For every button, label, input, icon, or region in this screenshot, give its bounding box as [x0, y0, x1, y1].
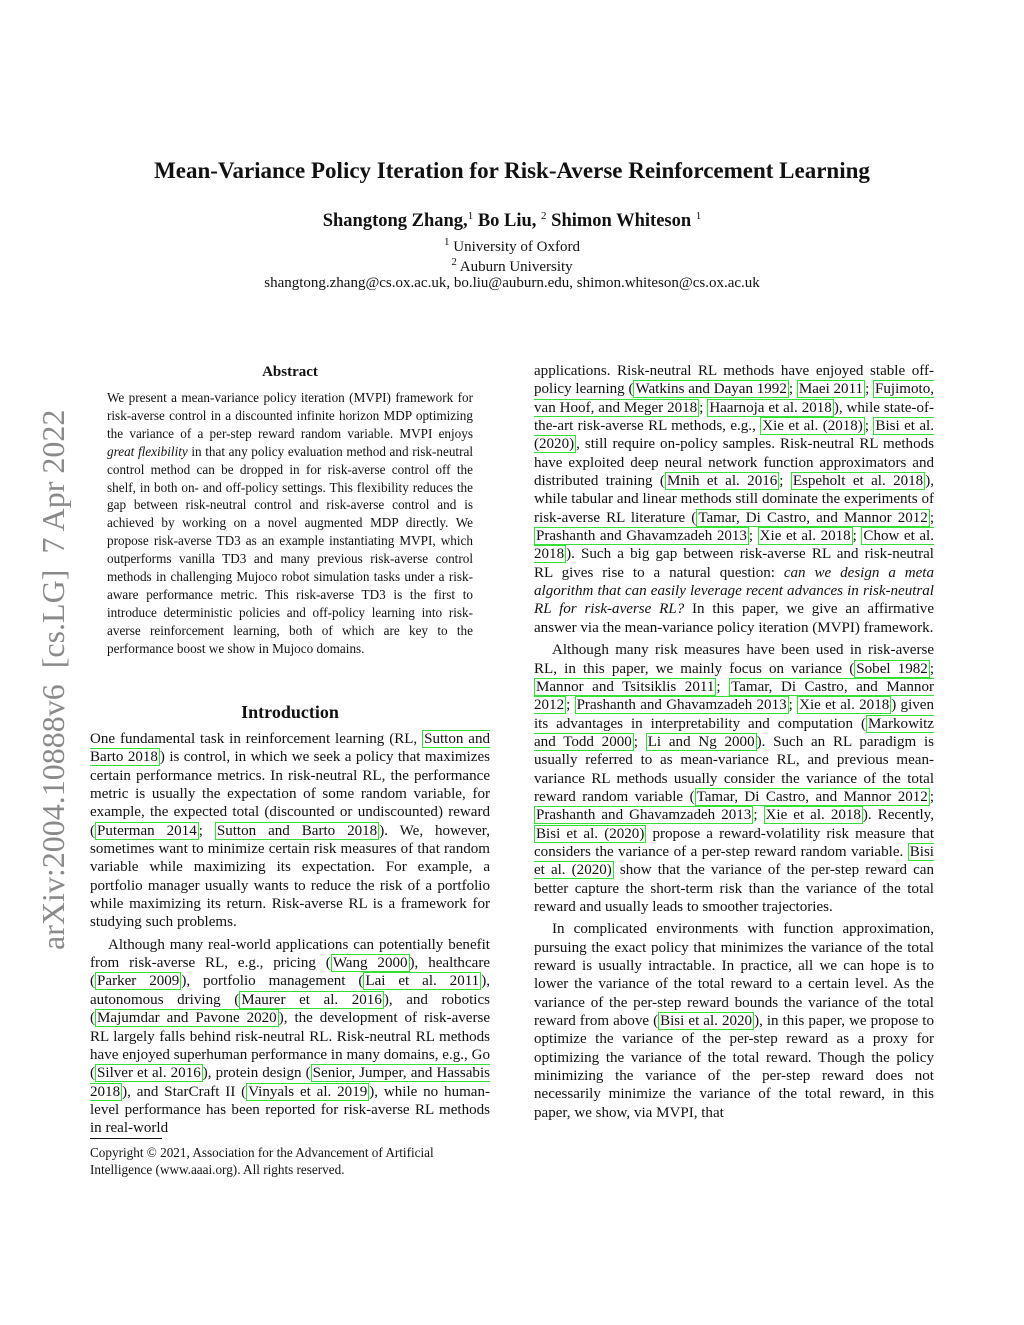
affiliation-mark: 1	[444, 236, 450, 248]
citation-link[interactable]: Xie et al. 2018	[799, 697, 890, 714]
citation-link[interactable]: Maei 2011	[798, 381, 864, 398]
citation-link[interactable]: Senior, Jumper, and Hassabis 2018	[90, 1065, 490, 1100]
intro-paragraph-1: One fundamental task in reinforcement learning (RL, Sutton and Barto 2018 ) is control, in which we seek a policy that maximizes certain performance metrics. In risk-neutral RL, the performance metric is usually the expectation of some random variable, for example, the expected total (discounted or undiscounted) reward ( Puterman 2014 ; Sutton and Barto 2018 ). We, however, sometimes want to minimize certain risk measures of that random variable while maximizing its expectation. For example, a portfolio manager usually wants to reduce the risk of a portfolio while maximizing its return. Risk-averse RL is a framework for studying such problems.	[90, 731, 490, 931]
arxiv-stamp	[34, 300, 74, 960]
introduction-section	[90, 702, 490, 1138]
citation-link[interactable]: Prashanth and Ghavamzadeh 2013	[576, 697, 787, 714]
citation-link[interactable]: Sutton and Barto 2018	[216, 822, 378, 839]
citation-link[interactable]: Bisi et al. (2020)	[536, 825, 645, 842]
citation-link[interactable]: Mannor and Tsitsiklis 2011	[536, 678, 715, 695]
body-paragraph-2: Although many risk measures have been used in risk-averse RL, in this paper, we mainly focus on variance ( Sobel 1982 ; Mannor and Tsitsiklis 2011 ; Tamar, Di Castro, and Mannor 2012 ; Prashanth and Ghavamzadeh 2013 ; Xie et al. 2018 ) given its advantages in interpretability and computation ( Markowitz and Todd 2000 ; Li and Ng 2000 ). Such an RL paradigm is usually referred to as mean-variance RL, and previous mean-variance RL methods usually consider the variance of the total reward random variable ( Tamar, Di Castro, and Mannor 2012 ; Prashanth and Ghavamzadeh 2013 ; Xie et al. 2018 ). Recently, Bisi et al. (2020) propose a reward-volatility risk measure that considers the variance of a per-step reward random variable. Bisi et al. (2020) show that the variance of the per-step reward can better capture the short-term risk than the variance of the total reward and usually leads to smoother trajectories.	[534, 642, 935, 915]
citation-link[interactable]: Vinyals et al. 2019	[248, 1083, 368, 1100]
introduction-heading: Introduction	[241, 702, 339, 722]
citation-link[interactable]: Prashanth and Ghavamzadeh 2013	[536, 807, 752, 824]
abstract-heading: Abstract	[262, 364, 318, 380]
footnote-divider	[90, 1138, 162, 1139]
paper-title: Mean-Variance Policy Iteration for Risk-Averse Reinforcement Learning	[154, 158, 870, 183]
citation-link[interactable]: Sobel 1982	[856, 660, 928, 677]
citation-link[interactable]: Fujimoto, van Hoof, and Meger 2018	[534, 381, 934, 416]
affiliation-auburn	[0, 256, 1024, 276]
author-name: Shimon Whiteson	[546, 211, 696, 232]
arxiv-stamp-text: arXiv:2004.10888v6 [cs.LG] 7 Apr 2022	[35, 409, 71, 950]
citation-link[interactable]: Watkins and Dayan 1992	[635, 381, 787, 398]
citation-link[interactable]: Tamar, Di Castro, and Mannor 2012	[698, 509, 928, 526]
citation-link[interactable]: Prashanth and Ghavamzadeh 2013	[536, 528, 747, 545]
right-column	[534, 362, 934, 1122]
affiliation-name: Auburn University	[456, 259, 573, 275]
abstract-text: We present a mean-variance policy iteration (MVPI) framework for risk-averse control in a discounted infinite horizon MDP optimizing the variance of a per-step reward random variable. MVPI enjoys great flexibility in that any policy evaluation method and risk-neutral control method can be dropped in for risk-averse control off the shelf, in both on- and off-policy settings. This flexibility reduces the gap between risk-neutral control and risk-averse control and is achieved by working on a novel augmented MDP directly. We propose risk-averse TD3 as an example instantiating MVPI, which outperforms vanilla TD3 and many previous risk-averse control methods in challenging Mujoco robot simulation tasks under a risk-aware performance metric. This risk-averse TD3 is the first to introduce deterministic policies and off-policy learning into risk-averse reinforcement learning, both of which are key to the performance boost we show in Mujoco domains.	[107, 390, 473, 656]
citation-link[interactable]: Espeholt et al. 2018	[792, 473, 924, 490]
citation-link[interactable]: Xie et al. 2018	[765, 807, 861, 824]
citation-link[interactable]: Xie et al. 2018	[759, 528, 851, 545]
affiliation-mark: 2	[541, 210, 547, 222]
body-paragraph-1: applications. Risk-neutral RL methods have enjoyed stable off-policy learning ( Watkins and Dayan 1992 ; Maei 2011 ; Fujimoto, van Hoof, and Meger 2018 ; Haarnoja et al. 2018 ), while state-of-the-art risk-averse RL methods, e.g., Xie et al. (2018) ; Bisi et al. (2020) , still require on-policy samples. Risk-neutral RL methods have exploited deep neural network function approximators and distributed training ( Mnih et al. 2016 ; Espeholt et al. 2018 ), while tabular and linear methods still dominate the experiments of risk-averse RL literature ( Tamar, Di Castro, and Mannor 2012 ; Prashanth and Ghavamzadeh 2013 ; Xie et al. 2018 ; Chow et al. 2018 ). Such a big gap between risk-averse RL and risk-neutral RL gives rise to a natural question: can we design a meta algorithm that can easily leverage recent advances in risk-neutral RL for risk-averse RL? In this paper, we give an affirmative answer via the mean-variance policy iteration (MVPI) framework.	[534, 363, 934, 636]
citation-link[interactable]: Bisi et al. (2020)	[534, 843, 934, 879]
citation-link[interactable]: Mnih et al. 2016	[666, 473, 778, 490]
author-name: Bo Liu,	[473, 211, 542, 232]
author-name: Shangtong Zhang,	[322, 211, 468, 232]
body-paragraph-3: In complicated environments with function approximation, pursuing the exact policy that minimizes the variance of the total reward is usually intractable. In practice, all we can hope is to lower the variance of the total reward to a certain level. As the variance of the per-step reward bounds the variance of the total reward from above ( Bisi et al. 2020 ), in this paper, we propose to optimize the variance of the per-step reward as a proxy for optimizing the variance of the total reward. Though the policy minimizing the variance of the per-step reward does not necessarily minimize the variance of the total reward, in this paper, we show, via MVPI, that	[534, 921, 934, 1121]
research-question: can we design a meta algorithm that can easily leverage recent advances in risk-neutral RL for risk-averse RL?	[534, 564, 934, 618]
citation-link[interactable]: Tamar, Di Castro, and Mannor 2012	[696, 788, 928, 805]
citation-link[interactable]: Wang 2000	[332, 955, 408, 972]
citation-link[interactable]: Lai et al. 2011	[365, 973, 480, 990]
citation-link[interactable]: Sutton and Barto 2018	[90, 731, 490, 766]
affiliation-mark: 2	[451, 256, 457, 268]
author-emails: shangtong.zhang@cs.ox.ac.uk, bo.liu@auburn.edu, shimon.whiteson@cs.ox.ac.uk	[264, 275, 760, 291]
author-list	[0, 210, 1024, 232]
affiliation-mark: 1	[467, 210, 474, 222]
citation-link[interactable]: Chow et al. 2018	[534, 528, 934, 563]
citation-link[interactable]: Haarnoja et al. 2018	[709, 399, 832, 416]
citation-link[interactable]: Majumdar and Pavone 2020	[97, 1010, 277, 1027]
affiliation-oxford	[0, 236, 1024, 256]
citation-link[interactable]: Maurer et al. 2016	[241, 991, 382, 1008]
citation-link[interactable]: Bisi et al. 2020	[660, 1013, 753, 1030]
intro-paragraph-2: Although many real-world applications can potentially benefit from risk-averse RL, e.g., pricing ( Wang 2000 ), healthcare ( Parker 2009 ), portfolio management ( Lai et al. 2011 ), autonomous driving ( Maurer et al. 2016 ), and robotics ( Majumdar and Pavone 2020 ), the development of risk-averse RL largely falls behind risk-neutral RL. Risk-neutral RL methods have enjoyed superhuman performance in many domains, e.g., Go ( Silver et al. 2016 ), protein design ( Senior, Jumper, and Hassabis 2018 ), and StarCraft II ( Vinyals et al. 2019 ), while no human-level performance has been reported for risk-averse RL methods in real-world	[90, 936, 491, 1137]
citation-link[interactable]: Puterman 2014	[97, 822, 197, 839]
abstract-section	[107, 364, 473, 658]
citation-link[interactable]: Xie et al. (2018)	[762, 418, 863, 435]
citation-link[interactable]: Markowitz and Todd 2000	[534, 715, 934, 750]
affiliation-mark: 1	[695, 210, 702, 222]
citation-link[interactable]: Li and Ng 2000	[647, 733, 755, 750]
copyright-footnote: Copyright © 2021, Association for the Advancement of Artificial Intelligence (www.aaai.org). All rights reserved.	[90, 1145, 434, 1177]
citation-link[interactable]: Silver et al. 2016	[97, 1065, 201, 1082]
affiliation-name: University of Oxford	[449, 239, 580, 255]
citation-link[interactable]: Tamar, Di Castro, and Mannor 2012	[534, 678, 934, 714]
citation-link[interactable]: Bisi et al. (2020)	[534, 418, 934, 453]
citation-link[interactable]: Parker 2009	[97, 973, 180, 990]
